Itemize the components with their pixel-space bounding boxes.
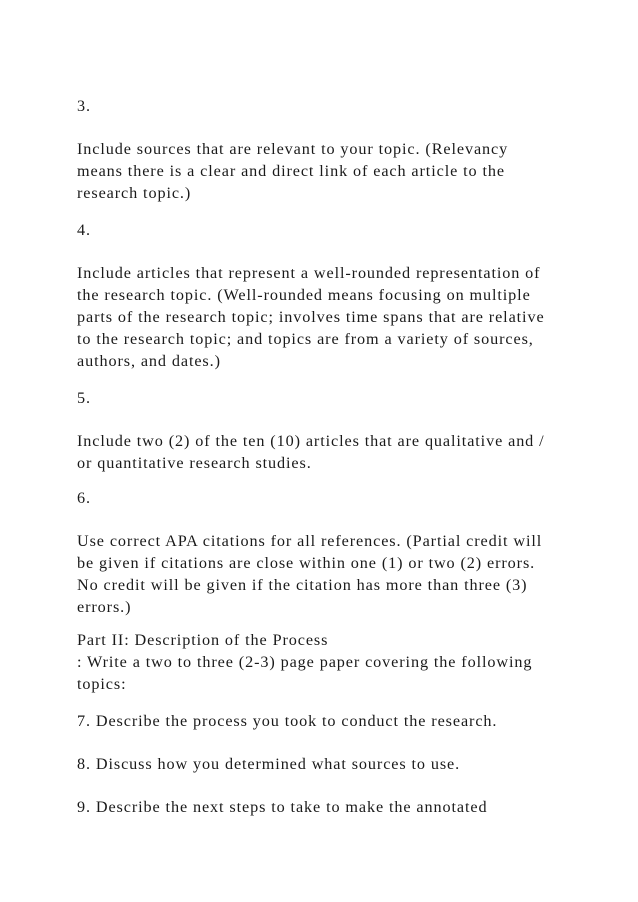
item-9-text: 9. Describe the next steps to take to make the annotated xyxy=(77,798,488,816)
text-line: Include sources that are relevant to your topic. (Relevancy xyxy=(77,140,509,158)
text-line: authors, and dates.) xyxy=(77,352,221,370)
text-line: means there is a clear and direct link of each article to the xyxy=(77,162,505,180)
text-line: to the research topic; and topics are from a variety of sources, xyxy=(77,330,534,348)
text-line: : Write a two to three (2-3) page paper covering the following xyxy=(77,653,533,671)
text-line: be given if citations are close within one (1) or two (2) errors. xyxy=(77,554,536,572)
text-line: the research topic. (Well-rounded means focusing on multiple xyxy=(77,286,531,304)
text-line: parts of the research topic; involves time spans that are relative xyxy=(77,308,545,326)
text-line: Include articles that represent a well-rounded representation of xyxy=(77,264,541,282)
part-2-section xyxy=(77,629,577,695)
item-6-number: 6. xyxy=(77,489,91,507)
text-line: or quantitative research studies. xyxy=(77,454,312,472)
text-line: research topic.) xyxy=(77,184,192,202)
text-line: errors.) xyxy=(77,598,132,616)
item-6-text xyxy=(77,530,577,618)
text-line: Include two (2) of the ten (10) articles that are qualitative and / xyxy=(77,432,545,450)
text-line: No credit will be given if the citation has more than three (3) xyxy=(77,576,528,594)
item-4-number: 4. xyxy=(77,221,91,239)
item-3-number: 3. xyxy=(77,97,91,115)
item-4-text xyxy=(77,262,577,372)
text-line: Use correct APA citations for all references. (Partial credit will xyxy=(77,532,543,550)
part-2-heading: Part II: Description of the Process xyxy=(77,631,329,649)
text-line: topics: xyxy=(77,675,127,693)
item-3-text xyxy=(77,138,577,204)
item-5-text xyxy=(77,430,577,474)
item-7-text: 7. Describe the process you took to conduct the research. xyxy=(77,712,498,730)
item-8-text: 8. Discuss how you determined what sources to use. xyxy=(77,755,461,773)
item-5-number: 5. xyxy=(77,389,91,407)
